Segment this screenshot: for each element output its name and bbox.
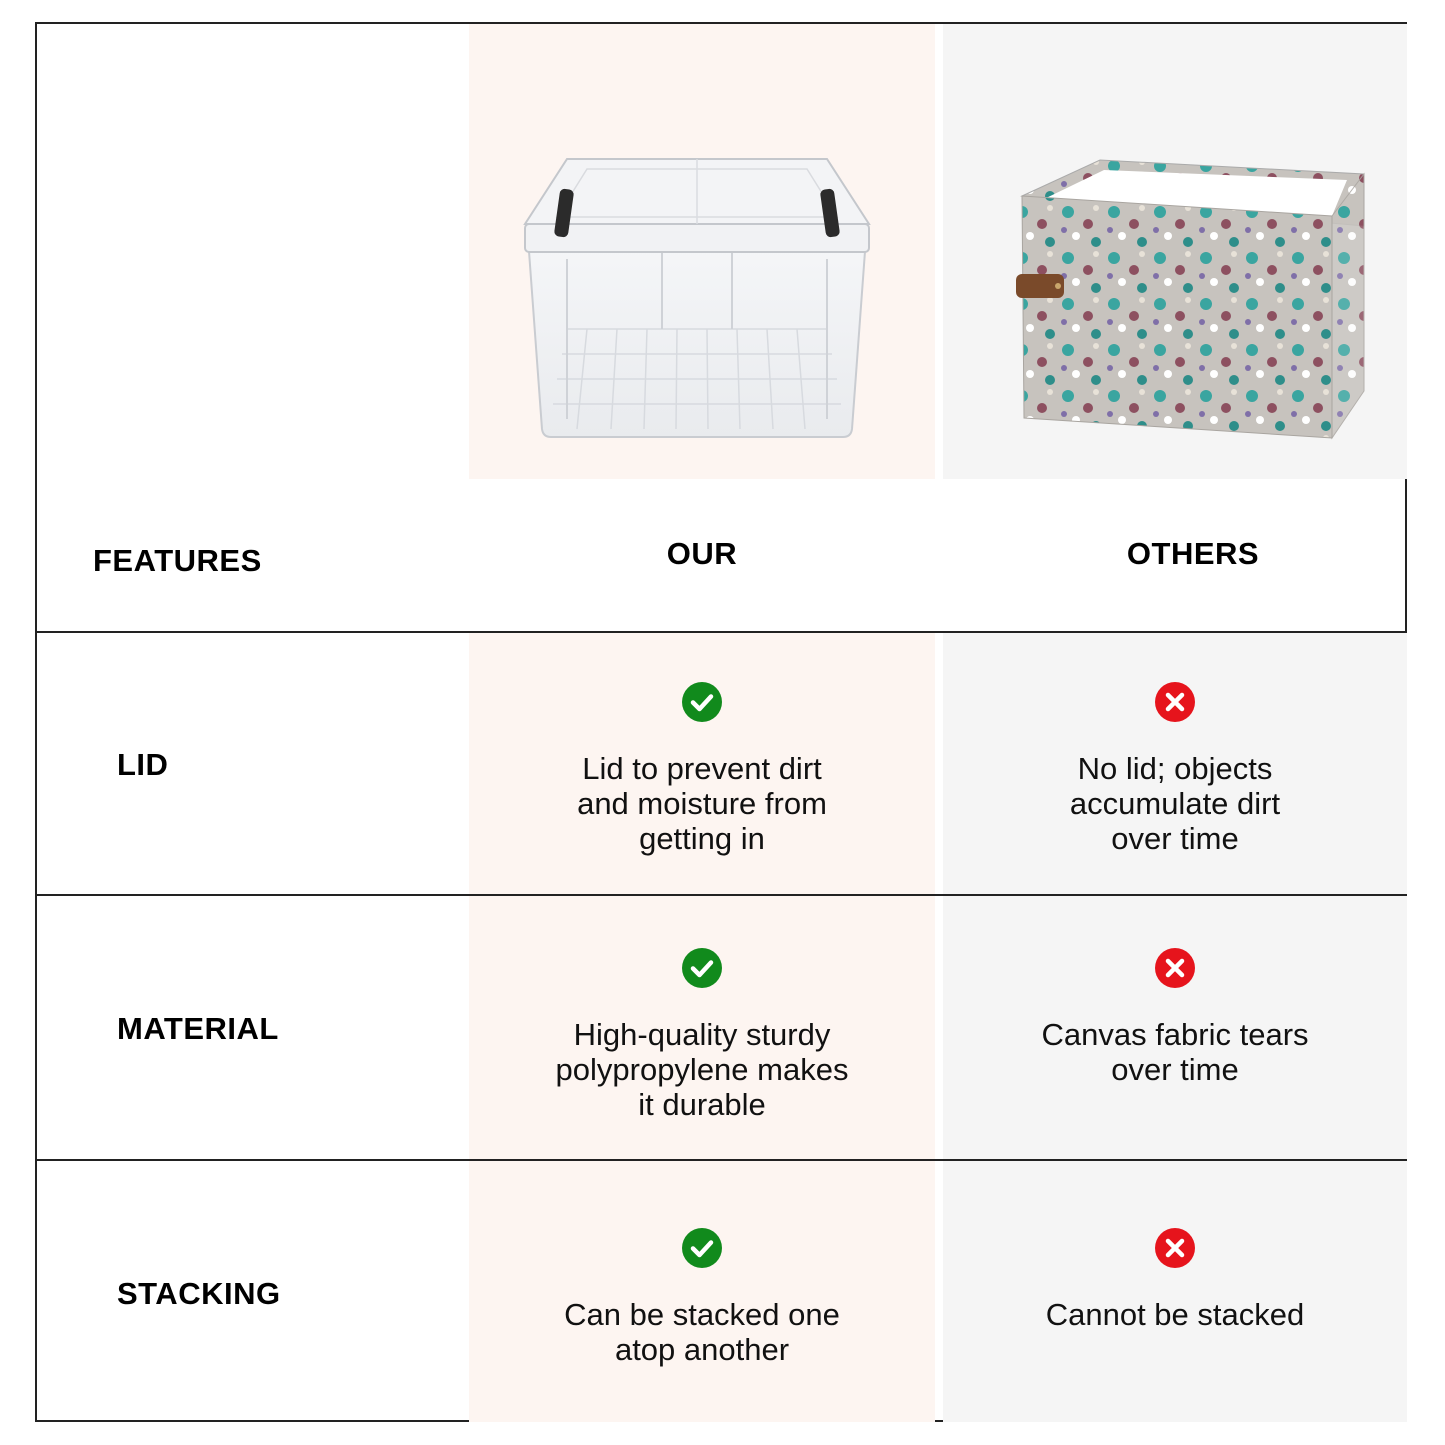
feature-label-stacking: STACKING <box>117 1276 281 1311</box>
row-divider <box>37 894 1407 896</box>
others-cell-stacking <box>943 1228 1407 1332</box>
others-product-image <box>1012 156 1372 441</box>
our-text-line: it durable <box>638 1087 766 1122</box>
our-text-line: Can be stacked one <box>564 1297 840 1332</box>
others-text-line: No lid; objects <box>1077 751 1273 786</box>
others-text-line: Cannot be stacked <box>1045 1297 1305 1332</box>
our-text-line: getting in <box>639 821 765 856</box>
comparison-table <box>35 22 1407 1422</box>
our-header: OUR <box>666 536 738 571</box>
feature-label-lid: LID <box>117 747 169 782</box>
our-cell-material <box>469 948 935 1122</box>
our-text-line: atop another <box>614 1332 790 1367</box>
our-cell-lid <box>469 682 935 856</box>
cross-icon <box>1155 948 1195 988</box>
others-header: OTHERS <box>1126 536 1260 571</box>
others-text-line: over time <box>1111 1052 1239 1087</box>
others-cell-material <box>943 948 1407 1087</box>
others-cell-lid <box>943 682 1407 856</box>
row-divider <box>37 1159 1407 1161</box>
our-text-line: High-quality sturdy <box>573 1017 831 1052</box>
row-divider <box>37 631 1407 633</box>
check-icon <box>682 948 722 988</box>
others-text-line: accumulate dirt <box>1069 786 1281 821</box>
check-icon <box>682 1228 722 1268</box>
our-cell-stacking <box>469 1228 935 1367</box>
others-text-line: over time <box>1111 821 1239 856</box>
our-text-line: Lid to prevent dirt <box>582 751 822 786</box>
our-product-image <box>507 129 887 449</box>
check-icon <box>682 682 722 722</box>
others-text-line: Canvas fabric tears <box>1041 1017 1309 1052</box>
our-text-line: and moisture from <box>577 786 827 821</box>
cross-icon <box>1155 682 1195 722</box>
features-header: FEATURES <box>93 543 262 578</box>
cross-icon <box>1155 1228 1195 1268</box>
our-text-line: polypropylene makes <box>555 1052 849 1087</box>
feature-label-material: MATERIAL <box>117 1011 279 1046</box>
